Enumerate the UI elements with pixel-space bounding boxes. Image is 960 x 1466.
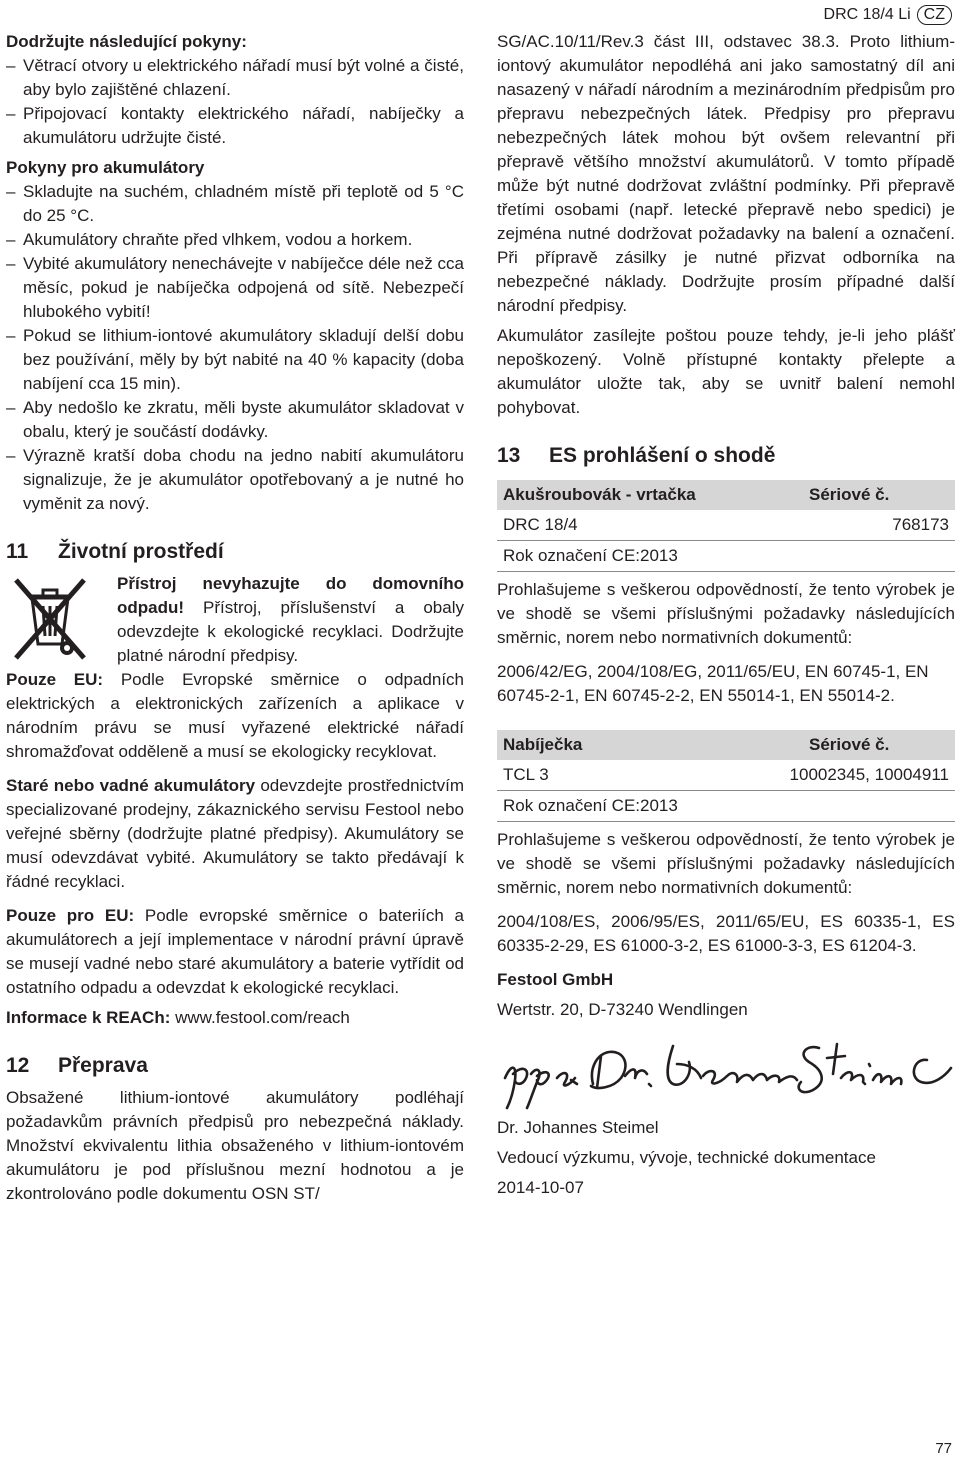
signer-role: Vedoucí výzkumu, vývoje, technické dokumentace <box>497 1148 876 1167</box>
reach-paragraph <box>6 1006 464 1030</box>
tool-norms: 2006/42/EG, 2004/108/EG, 2011/65/EU, EN 60745-1, EN 60745-2-1, EN 60745-2-2, EN 55014-1, EN 55014-2. <box>497 662 929 705</box>
section-number: 11 <box>6 540 29 563</box>
disposal-warning: Přístroj nevyhazujte do domovního odpadu! <box>117 574 464 617</box>
transport-mail: Akumulátor zasílejte poštou pouze tehdy, je-li jeho plášť nepoškozený. Volně přístupné kontakty přelepte a akumulátor uložte tak, aby se uvnitř balení nemohl pohybovat. <box>497 326 955 417</box>
language-badge: CZ <box>917 5 952 25</box>
serial-label: Sériové č. <box>809 485 890 504</box>
old-batteries-text: odevzdejte prostřednictvím specializované prodejny, zákaznického servisu Festool nebo veřejné sběrny (dodržujte platné předpisy). Akumulátory se musí odevzdávat vybité. Akumulátory se takto předávají k řádné recyklaci. <box>6 776 464 891</box>
akumulatory-item: – Aby nedošlo ke zkratu, měli byste akumulátor skladovat v obalu, který je součástí dodávky. <box>6 396 464 444</box>
crossed-bin-icon <box>10 574 90 664</box>
tool-conformity-table <box>497 480 955 572</box>
ce-year: Rok označení CE:2013 <box>503 546 678 565</box>
eu-weee-paragraph <box>6 668 464 764</box>
section-11-heading <box>6 538 464 566</box>
section-13-heading <box>497 442 955 470</box>
akumulatory-heading: Pokyny pro akumulátory <box>6 158 205 177</box>
eu-batteries-label: Pouze pro EU: <box>6 906 135 925</box>
akumulatory-item: – Pokud se lithium-iontové akumulátory skladují delší dobu bez používání, měly by být nabité na 40 % kapacity (doba nabíjení cca 15 min). <box>6 324 464 396</box>
pokyny-heading: Dodržujte následující pokyny: <box>6 32 247 51</box>
company-name: Festool GmbH <box>497 970 614 989</box>
pokyny-item: – Větrací otvory u elektrického nářadí musí být volné a čisté, aby bylo zajištěné chlazení. <box>6 54 464 102</box>
table-row <box>497 791 955 822</box>
eu-batteries-paragraph <box>6 904 464 1000</box>
page-header <box>824 4 952 26</box>
akumulatory-item: – Skladujte na suchém, chladném místě při teplotě od 5 °C do 25 °C. <box>6 180 464 228</box>
company-address: Wertstr. 20, D-73240 Wendlingen <box>497 1000 748 1019</box>
eu-weee-label: Pouze EU: <box>6 670 104 689</box>
page-number: 77 <box>935 1440 952 1457</box>
akumulatory-item: – Akumulátory chraňte před vlhkem, vodou a horkem. <box>6 228 464 252</box>
table-row <box>497 760 955 791</box>
signer-name: Dr. Johannes Steimel <box>497 1118 659 1137</box>
left-column <box>6 30 464 1206</box>
model-value: TCL 3 <box>503 765 549 784</box>
reach-link[interactable]: www.festool.com/reach <box>170 1008 350 1027</box>
charger-declaration: Prohlašujeme s veškerou odpovědností, že tento výrobek je ve shodě se všemi příslušnými požadavky následujících směrnic, norem nebo normativních dokumentů: <box>497 830 955 897</box>
table-header <box>497 480 955 510</box>
product-label: Nabíječka <box>503 735 583 754</box>
section-12-heading <box>6 1052 464 1080</box>
akumulatory-item: – Vybité akumulátory nenechávejte v nabíječce déle než cca měsíc, pokud je nabíječka odpojená od sítě. Nebezpečí hlubokého vybití! <box>6 252 464 324</box>
section-number: 12 <box>6 1054 30 1077</box>
old-batteries-paragraph <box>6 774 464 894</box>
section-title: Životní prostředí <box>58 540 224 563</box>
section-title: Přeprava <box>58 1054 148 1077</box>
table-row <box>497 510 955 541</box>
old-batteries-label: Staré nebo vadné akumulátory <box>6 776 256 795</box>
akumulatory-item: – Výrazně kratší doba chodu na jedno nabití akumulátoru signalizuje, že je akumulátor opotřebovaný a je nutné ho vyměnit za nový. <box>6 444 464 516</box>
product-label: Akušroubovák - vrtačka <box>503 485 696 504</box>
serial-value: 10002345, 10004911 <box>789 765 949 784</box>
eu-batteries-text: Podle evropské směrnice o bateriích a akumulátorech a její implementace v národní právní úpravě se musejí vadné nebo staré akumulátory a baterie vytřídit od ostatního odpadu a odevzdat k ekologické recyklaci. <box>6 906 465 997</box>
right-column <box>497 30 955 1200</box>
model-value: DRC 18/4 <box>503 515 578 534</box>
pokyny-item: – Připojovací kontakty elektrického nářadí, nabíječky a akumulátoru udržujte čisté. <box>6 102 464 150</box>
signature-date: 2014-10-07 <box>497 1178 584 1197</box>
tool-declaration: Prohlašujeme s veškerou odpovědností, že tento výrobek je ve shodě se všemi příslušnými požadavky následujících směrnic, norem nebo normativních dokumentů: <box>497 580 955 647</box>
disposal-instruction: Přístroj, příslušenství a obaly odevzdejte k ekologické recyklaci. Dodržujte platné národní předpisy. <box>117 598 464 665</box>
disposal-block <box>6 572 464 668</box>
table-row <box>497 541 955 572</box>
section-number: 13 <box>497 444 521 467</box>
serial-value: 768173 <box>892 515 949 534</box>
reach-label: Informace k REACh: <box>6 1008 171 1027</box>
section-title: ES prohlášení o shodě <box>549 444 776 467</box>
transport-paragraph: Obsažené lithium-iontové akumulátory podléhají požadavkům právních předpisů pro nebezpečná náklady. Množství ekvivalentu lithia obsaženého v lithium-iontovém akumulátoru je pod příslušnou mezní hodnotou a je zkontrolováno podle dokumentu OSN ST/ <box>6 1088 464 1203</box>
charger-norms: 2004/108/ES, 2006/95/ES, 2011/65/EU, ES 60335-1, ES 60335-2-29, ES 61000-3-2, ES 61000-3-3, ES 61204-3. <box>497 912 955 955</box>
transport-continued: SG/AC.10/11/Rev.3 část III, odstavec 38.3. Proto lithium-iontový akumulátor nepodléhá ani jako samostatný díl ani nasazený v nářadí národním a mezinárodním předpisům pro přepravu nebezpečných látek. Předpisy pro přepravu nebezpečných látek mohou být ovšem relevantní při přepravě většího množství akumulátorů. V tomto případě může být nutné dodržovat zvláštní podmínky. Při přepravě třetími osobami (např. letecké přepravě nebo spedici) je zejména nutné dodržovat požadavky na balení a označení. Při přípravě zásilky je nutné přizvat odborníka na nebezpečné náklady. Dodržujte prosím případné další národní předpisy. <box>497 32 955 315</box>
signature-image <box>497 1034 957 1110</box>
charger-conformity-table <box>497 730 955 822</box>
ce-year: Rok označení CE:2013 <box>503 796 678 815</box>
eu-weee-text: Podle Evropské směrnice o odpadních elektrických a elektronických zařízeních a aplikace v národním právu se musí vyřazené elektrické nářadí shromažďovat odděleně a musí se ekologicky recyklovat. <box>6 670 464 761</box>
header-model: DRC 18/4 Li <box>823 6 911 23</box>
disposal-text <box>117 572 464 668</box>
serial-label: Sériové č. <box>809 735 890 754</box>
table-header <box>497 730 955 760</box>
